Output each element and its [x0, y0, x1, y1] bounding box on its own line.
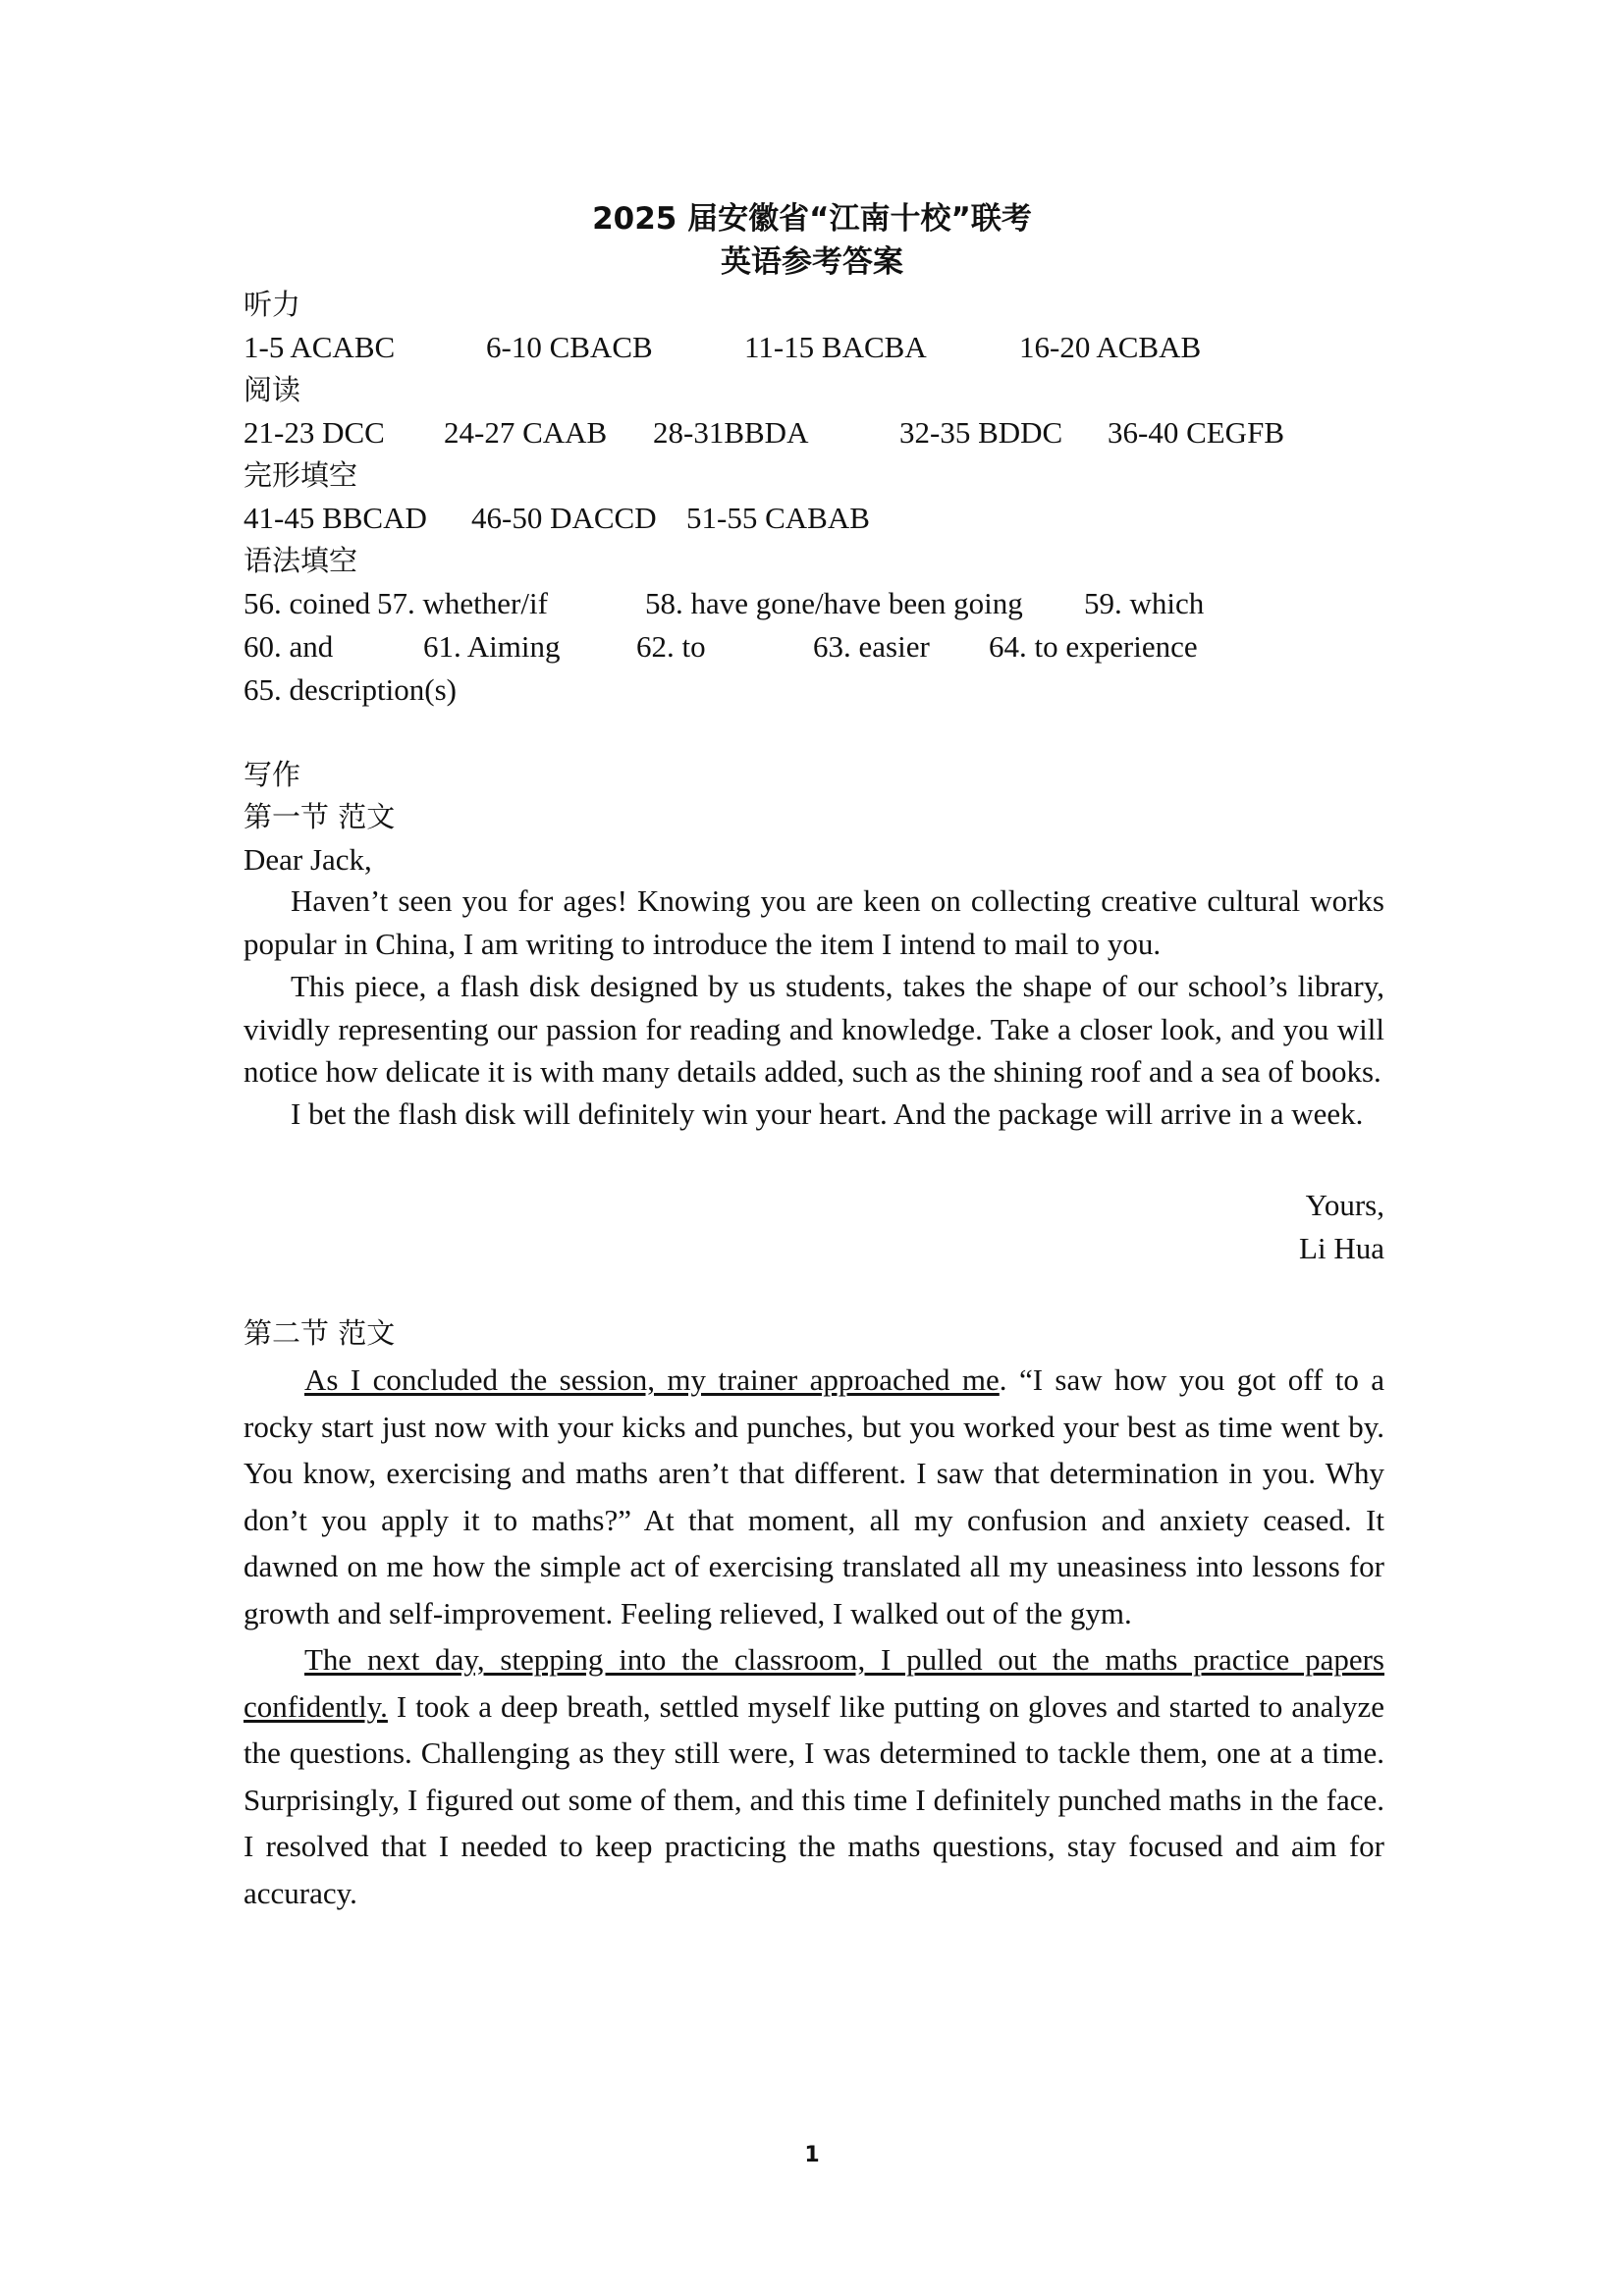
- answer-group: 6-10 CBACB: [486, 330, 653, 364]
- answer-group: 46-50 DACCD: [471, 501, 657, 535]
- listening-answers: [244, 328, 1382, 367]
- grammar-answer: 61. Aiming: [423, 629, 561, 664]
- grammar-answers-row2: [244, 627, 1382, 667]
- answer-group: 28-31BBDA: [653, 415, 809, 450]
- letter-paragraph: I bet the flash disk will definitely win your heart. And the package will arrive in a week.: [291, 1096, 1364, 1131]
- letter-salutation: Dear Jack,: [244, 842, 372, 877]
- answer-group: 36-40 CEGFB: [1108, 415, 1284, 450]
- grammar-answers-row1: [244, 584, 1382, 623]
- grammar-answer: 58. have gone/have been going: [645, 586, 1023, 620]
- letter-closing: Yours,: [1305, 1188, 1384, 1222]
- document-title: 2025 届安徽省“江南十校”联考: [592, 201, 1032, 237]
- letter-paragraph: This piece, a flash disk designed by us students, takes the shape of our school’s library, vividly representing our passion for reading and knowledge. Take a closer look, and you will notice how delicate it is with many details added, such as the shining roof and a sea of books.: [244, 969, 1384, 1089]
- grammar-answer: 57. whether/if: [377, 586, 548, 620]
- answer-group: 41-45 BBCAD: [244, 501, 427, 535]
- answer-group: 1-5 ACABC: [244, 330, 396, 364]
- grammar-heading: 语法填空: [244, 544, 358, 577]
- page-number: 1: [804, 2143, 820, 2167]
- answer-group: 11-15 BACBA: [744, 330, 927, 364]
- reading-answers: [244, 413, 1382, 453]
- letter-paragraph: Haven’t seen you for ages! Knowing you are keen on collecting creative cultural works popular in China, I am writing to introduce the item I intend to mail to you.: [244, 883, 1384, 961]
- letter-signature: Li Hua: [1299, 1231, 1384, 1265]
- grammar-answer: 65. description(s): [244, 672, 457, 707]
- answer-group: 21-23 DCC: [244, 415, 385, 450]
- grammar-answer: 59. which: [1084, 586, 1205, 620]
- answer-group: 32-35 BDDC: [899, 415, 1063, 450]
- paragraph-text: . “I saw how you got off to a rocky start just now with your kicks and punches, but you worked your best as time went by. You know, exercising and maths aren’t that different. I saw that determination in you. Why don’t you apply it to maths?” At that moment, all my confusion and anxiety ceased. It dawned on me how the simple act of exercising translated all my uneasiness into lessons for growth and self-improvement. Feeling relieved, I walked out of the gym.: [244, 1362, 1384, 1630]
- grammar-answers-row3: [244, 670, 457, 710]
- section2-heading: 第二节 范文: [244, 1316, 396, 1350]
- writing-heading: 写作: [244, 758, 301, 791]
- reading-heading: 阅读: [244, 373, 301, 406]
- answer-group: 16-20 ACBAB: [1019, 330, 1202, 364]
- grammar-answer: 63. easier: [813, 629, 930, 664]
- given-opening-sentence: The next day, stepping into the classroom, I pulled out the maths practice papers confidently.: [244, 1642, 1384, 1724]
- cloze-heading: 完形填空: [244, 458, 358, 492]
- given-opening-sentence: As I concluded the session, my trainer approached me: [304, 1362, 1000, 1397]
- document-subtitle: 英语参考答案: [721, 244, 903, 280]
- continuation-paragraph-1: [244, 1357, 1384, 1636]
- paragraph-text: I took a deep breath, settled myself like putting on gloves and started to analyze the questions. Challenging as they still were, I was determined to tackle them, one at a time. Surprisingly, I figured out some of them, and this time I definitely punched maths in the face. I resolved that I needed to keep practicing the maths questions, stay focused and aim for accuracy.: [244, 1688, 1384, 1910]
- answer-group: 24-27 CAAB: [444, 415, 608, 450]
- grammar-answer: 62. to: [636, 629, 706, 664]
- grammar-answer: 60. and: [244, 629, 334, 664]
- section1-heading: 第一节 范文: [244, 800, 396, 833]
- grammar-answer: 56. coined: [244, 586, 371, 620]
- cloze-answers: [244, 499, 1382, 538]
- grammar-answer: 64. to experience: [989, 629, 1198, 664]
- answer-group: 51-55 CABAB: [686, 501, 870, 535]
- listening-heading: 听力: [244, 288, 301, 321]
- continuation-paragraph-2: [244, 1636, 1384, 1916]
